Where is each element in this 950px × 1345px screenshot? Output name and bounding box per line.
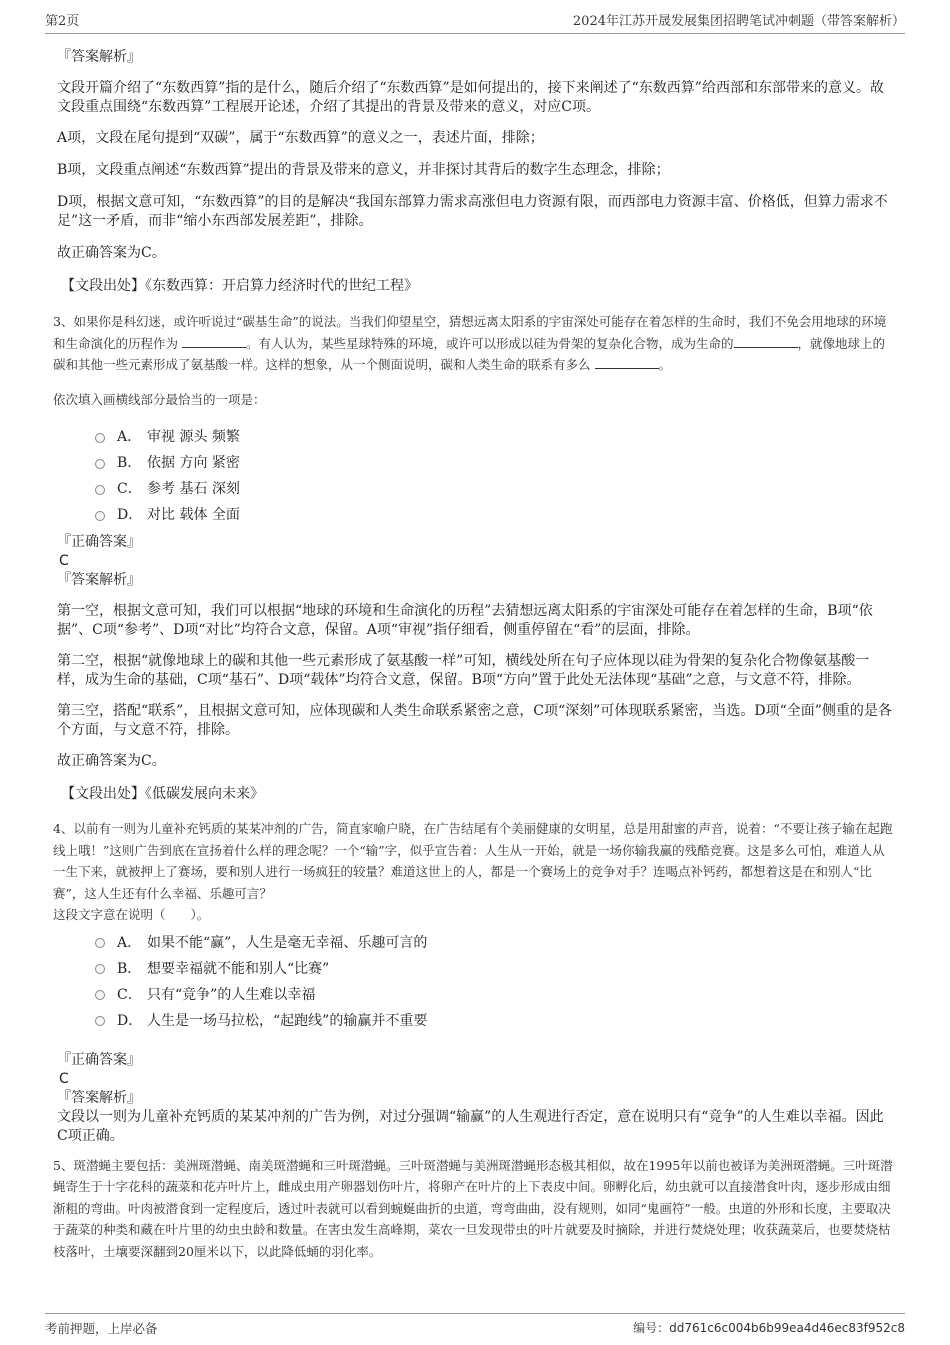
q3-stem-part3: ，就像地球上的碳和其他一些元素形成了氨基酸一样。这样的想象，从一个侧面说明，碳和人类生命的联系有多么 [53,335,886,372]
code-label: 编号： [633,1321,670,1335]
fill-blank-2 [734,335,798,348]
footer-slogan: 考前押题，上岸必备 [45,1321,158,1336]
q3-options [95,423,893,527]
q2-analysis-p3: B项，文段重点阐述“东数西算”提出的背景及带来的意义，并非探讨其背后的数字生态理念，排除； [57,162,670,178]
q2-analysis-p1: 文段开篇介绍了“东数西算”指的是什么，随后介绍了“东数西算”是如何提出的，接下来阐述了“东数西算”给西部和东部带来的意义。故文段重点围绕“东数西算”工程展开论述，介绍了其提出的背景及带来的意义，对应C项。 [57,80,884,115]
q4-correct-answer: C [59,1070,69,1087]
q4-option-a[interactable]: A． 如果不能“赢”，人生是毫无幸福、乐趣可言的 [95,929,893,955]
q3-stem-part2: 。有人认为，某些星球特殊的环境，或许可以形成以硅为骨架的复杂化合物，成为生命的 [246,335,734,351]
q5-stem: 5、斑潜蝇主要包括：美洲斑潜蝇、南美斑潜蝇和三叶斑潜蝇。三叶斑潜蝇与美洲斑潜蝇形态极其相似，故在1995年以前也被译为美洲斑潜蝇。三叶斑潜蝇寄生于十字花科的蔬菜和花卉叶片上，雌成虫用产卵器划伤叶片，将卵产在叶片的上下表皮中间。卵孵化后，幼虫就可以直接潜食叶肉，逐步形成由细渐粗的弯曲。叶肉被潜食到一定程度后，透过叶表就可以看到蜿蜒曲折的虫道，弯弯曲曲，没有规则，如同“鬼画符”一般。虫道的外形和长度，主要取决于蔬菜的种类和藏在叶片里的幼虫虫龄和数量。在害虫发生高峰期，菜农一旦发现带虫的叶片就要及时摘除，并进行焚烧处理；收获蔬菜后，也要焚烧枯枝落叶，土壤要深翻到20厘米以下，以此降低蛹的羽化率。 [53,1157,893,1259]
option-text: 只有“竞争”的人生难以幸福 [147,986,316,1003]
q4-analysis: 文段以一则为儿童补充钙质的某某冲剂的广告为例，对过分强调“输赢”的人生观进行否定，意在说明只有“竞争”的人生难以幸福。因此C项正确。 [57,1108,884,1144]
q3-option-c[interactable]: C． 参考 基石 深刻 [95,475,893,501]
option-text: 对比 载体 全面 [147,507,240,523]
option-text: 人生是一场马拉松，“起跑线”的输赢并不重要 [147,1012,428,1029]
q4-option-c[interactable]: C． 只有“竞争”的人生难以幸福 [95,981,893,1007]
q3-option-d[interactable]: D． 对比 载体 全面 [95,501,893,527]
radio-icon[interactable] [95,511,105,521]
q4-option-b[interactable]: B． 想要幸福就不能和别人“比赛” [95,955,893,981]
option-text: 审视 源头 频繁 [147,429,240,445]
q3-stem-part4: 。 [658,357,672,372]
q4-correct-label: 『正确答案』 [57,1051,141,1068]
page-number: 第2页 [45,14,80,29]
q3-correct-answer: C [59,553,69,569]
radio-icon[interactable] [95,990,105,1000]
page-footer [45,1313,905,1337]
fill-blank-3 [595,356,659,369]
q4-stem: 4、以前有一则为儿童补充钙质的某某冲剂的广告，简直家喻户晓，在广告结尾有个美丽健康的女明星，总是用甜蜜的声音，说着：“不要让孩子输在起跑线上哦！”这则广告到底在宣扬着什么样的理念呢？一个“输”字，似乎宣告着：人生从一开始，就是一场你输我赢的残酷竞赛。这是多么可怕，难道人从一生下来，就被押上了赛场，要和别人进行一场疯狂的较量？难道这世上的人，都是一个赛场上的竞争对手？连喝点补钙药，都想着这是在和别人“比赛”，这人生还有什么幸福、乐趣可言？ [53,821,893,901]
q2-source: 【文段出处】《东数西算：开启算力经济时代的世纪工程》 [61,278,418,294]
q4-analysis-label: 『答案解析』 [57,1089,141,1106]
q4-option-d[interactable]: D． 人生是一场马拉松，“起跑线”的输赢并不重要 [95,1007,893,1033]
q2-analysis-p4: D项，根据文意可知，“东数西算”的目的是解决“我国东部算力需求高涨但电力资源有限，而西部电力资源丰富、价格低，但算力需求不足”这一矛盾，而非“缩小东西部发展差距”，排除。 [57,194,888,229]
q3-correct-label: 『正确答案』 [57,534,141,550]
document-title: 2024年江苏开晟发展集团招聘笔试冲刺题（带答案解析） [572,14,905,29]
option-text: 想要幸福就不能和别人“比赛” [147,960,330,977]
q2-analysis-label: 『答案解析』 [57,49,141,65]
option-text: 依据 方向 紧密 [147,455,240,471]
q4-options [95,929,893,1033]
q3-instruction: 依次填入画横线部分最恰当的一项是： [53,391,266,407]
document-code [633,1319,905,1337]
q3-analysis-p1: 第一空，根据文意可知，我们可以根据“地球的环境和生命演化的历程”去猜想远离太阳系的宇宙深处可能存在着怎样的生命，B项“依据”、C项“参考”、D项“对比”均符合文意，保留。A项“审视”指仔细看，侧重停留在“看”的层面，排除。 [57,603,873,638]
q3-source: 【文段出处】《低碳发展向未来》 [61,786,264,802]
q4-question: 这段文字意在说明（ ）。 [53,907,210,922]
q2-analysis-p2: A项，文段在尾句提到“双碳”，属于“东数西算”的意义之一，表述片面，排除； [57,130,544,146]
fill-blank-1 [182,335,246,348]
q2-block [57,48,893,296]
q5-block [53,1155,893,1263]
q3-stem-part1: 3、如果你是科幻迷，或许听说过“碳基生命”的说法。当我们仰望星空，猜想远离太阳系的宇宙深处可能存在着怎样的生命时，我们不免会用地球的环境和生命演化的历程作为 [53,314,887,351]
code-value: dd761c6c004b6b99ea4d46ec83f952c8 [669,1321,905,1335]
radio-icon[interactable] [95,938,105,948]
q3-option-a[interactable]: A． 审视 源头 频繁 [95,423,893,449]
q3-stem [53,311,893,376]
radio-icon[interactable] [95,1016,105,1026]
q3-conclusion: 故正确答案为C。 [57,753,166,769]
option-text: 如果不能“赢”，人生是毫无幸福、乐趣可言的 [147,934,428,951]
q3-block [53,311,893,804]
q3-option-b[interactable]: B． 依据 方向 紧密 [95,449,893,475]
page-header [45,10,905,34]
radio-icon[interactable] [95,964,105,974]
radio-icon[interactable] [95,459,105,469]
radio-icon[interactable] [95,433,105,443]
q2-conclusion: 故正确答案为C。 [57,245,166,261]
q4-block [53,818,893,1146]
q3-analysis-p3: 第三空，搭配“联系”，且根据文意可知，应体现碳和人类生命联系紧密之意，C项“深刻”可体现联系紧密，当选。D项“全面”侧重的是各个方面，与文意不符，排除。 [57,703,892,738]
q3-analysis-label: 『答案解析』 [57,572,141,588]
document-body [53,40,893,1262]
radio-icon[interactable] [95,485,105,495]
option-text: 参考 基石 深刻 [147,481,240,497]
q3-analysis-p2: 第二空，根据“就像地球上的碳和其他一些元素形成了氨基酸一样”可知，横线处所在句子应体现以硅为骨架的复杂化合物像氨基酸一样，成为生命的基础，C项“基石”、D项“载体”均符合文意，保留。B项“方向”置于此处无法体现“基础”之意，与文意不符，排除。 [57,653,870,688]
